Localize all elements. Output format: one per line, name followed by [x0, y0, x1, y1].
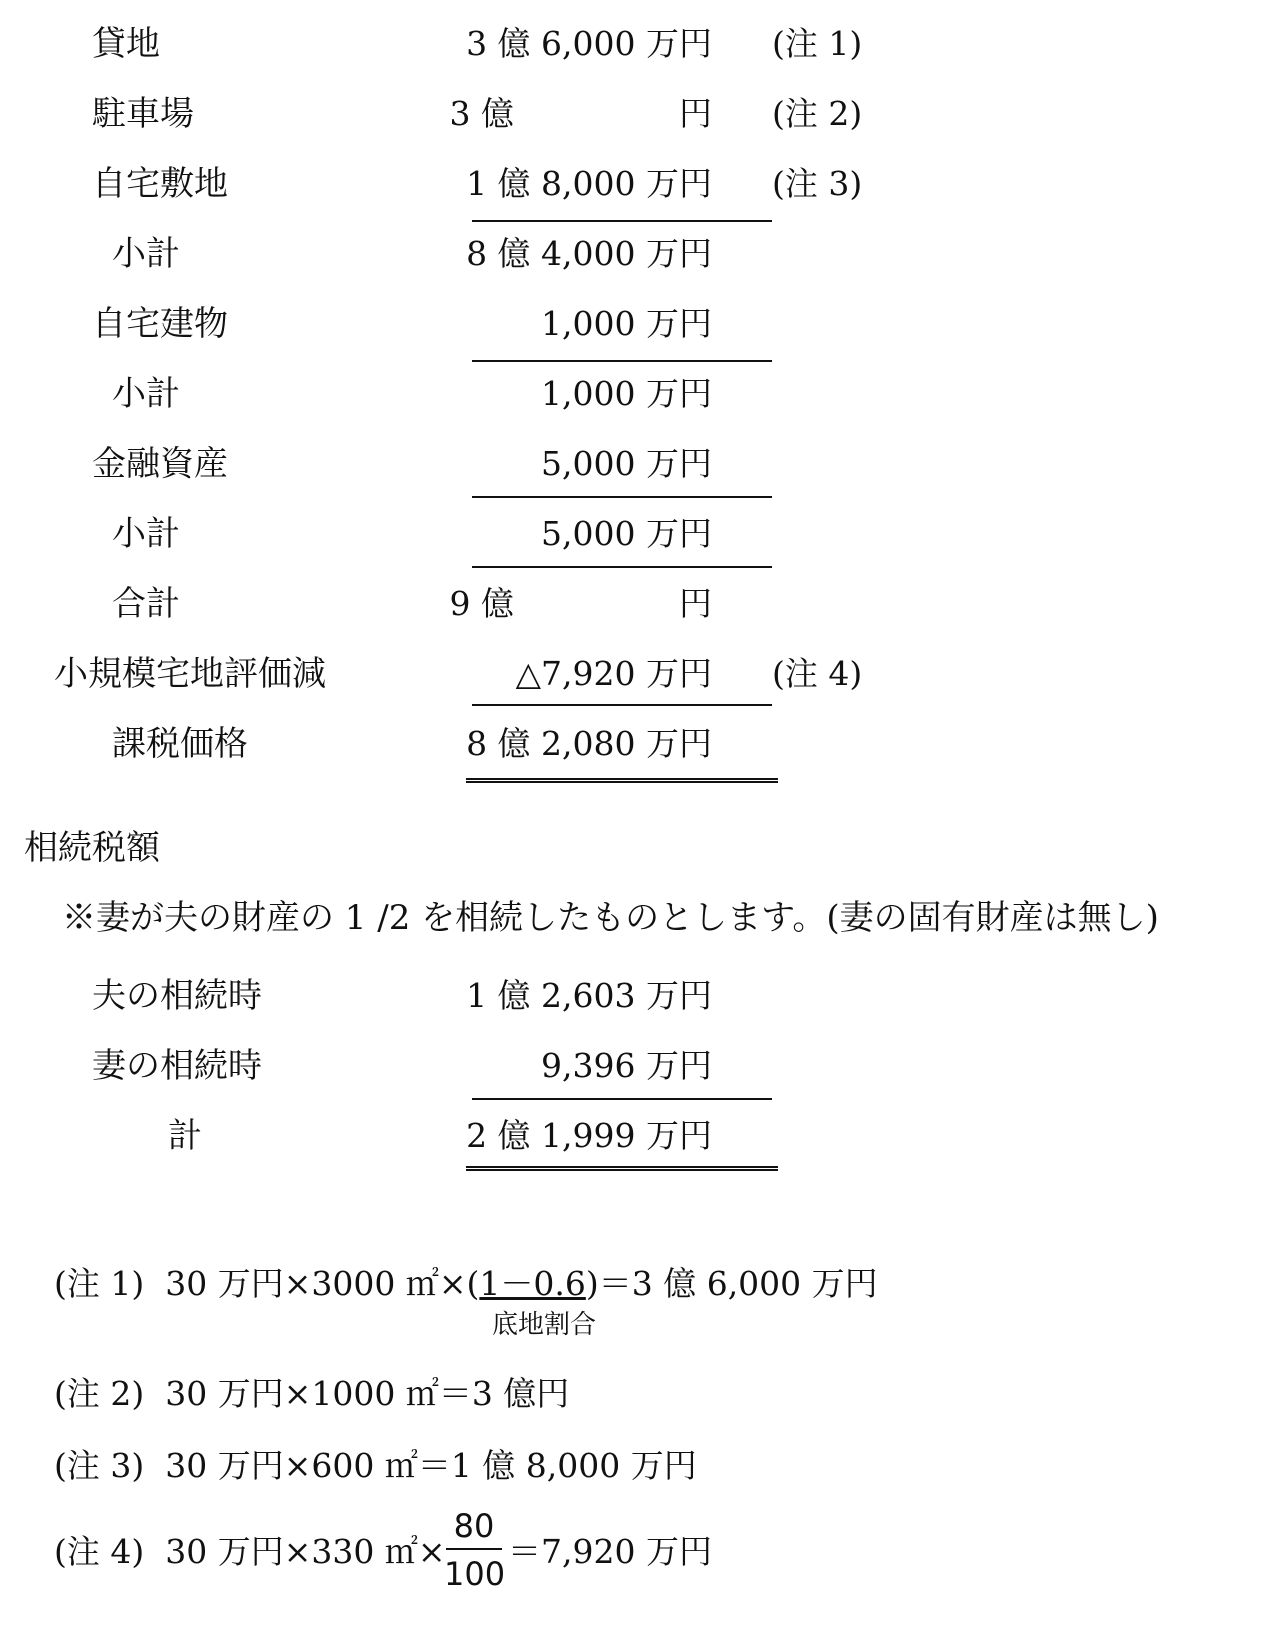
row-label-subtotal-building: 小計 [112, 374, 180, 414]
row-value-total: 9 億 円 [449, 584, 712, 623]
row-note-parking: (注 2) [772, 94, 863, 133]
row-value-taxable-value: 8 億 2,080 万円 [466, 724, 712, 763]
row-label-wife-inheritance: 妻の相続時 [92, 1046, 262, 1086]
double-divider [466, 778, 778, 783]
double-divider [466, 1166, 778, 1171]
row-note-home-site: (注 3) [772, 164, 863, 203]
row-label-total: 合計 [112, 584, 180, 624]
divider [472, 1098, 772, 1100]
divider [472, 360, 772, 362]
footnote-1-sublabel: 底地割合 [492, 1310, 597, 1340]
divider [472, 496, 772, 498]
divider [472, 220, 772, 222]
row-value-subtotal-financial: 5,000 万円 [541, 514, 712, 553]
row-value-financial-assets: 5,000 万円 [541, 444, 712, 483]
row-value-small-land-reduction: △7,920 万円 [515, 654, 712, 693]
row-label-parking: 駐車場 [92, 94, 194, 134]
footnote-tag: (注 1) [54, 1264, 145, 1303]
footnote-underlined-ratio: 1－0.6 [479, 1264, 586, 1303]
row-value-tax-total: 2 億 1,999 万円 [466, 1116, 712, 1155]
row-label-subtotal-financial: 小計 [112, 514, 180, 554]
row-value-lent-land: 3 億 6,000 万円 [466, 24, 712, 63]
footnote-expression: 30 万円×600 ㎡＝1 億 8,000 万円 [165, 1446, 697, 1485]
section-heading-inheritance-tax: 相続税額 [24, 828, 160, 868]
row-value-husband-inheritance: 1 億 2,603 万円 [466, 976, 712, 1015]
row-value-home-building: 1,000 万円 [541, 304, 712, 343]
row-label-subtotal-land: 小計 [112, 234, 180, 274]
footnote-expression-pre: 30 万円×3000 ㎡×( [165, 1264, 480, 1303]
fraction-numerator: 80 [453, 1507, 495, 1545]
footnote-2 [54, 1374, 569, 1414]
row-label-home-site: 自宅敷地 [92, 164, 228, 204]
fraction-bar [446, 1548, 502, 1550]
divider [472, 566, 772, 568]
footnote-tag: (注 4) [54, 1532, 145, 1571]
row-value-wife-inheritance: 9,396 万円 [541, 1046, 712, 1085]
row-value-home-site: 1 億 8,000 万円 [466, 164, 712, 203]
footnote-expression-post: ＝7,920 万円 [508, 1532, 712, 1571]
row-label-small-land-reduction: 小規模宅地評価減 [54, 654, 326, 694]
footnote-tag: (注 3) [54, 1446, 145, 1485]
row-value-subtotal-land: 8 億 4,000 万円 [466, 234, 712, 273]
row-note-small-land-reduction: (注 4) [772, 654, 863, 693]
row-value-subtotal-building: 1,000 万円 [541, 374, 712, 413]
divider [472, 704, 772, 706]
footnote-expression-post: )＝3 億 6,000 万円 [585, 1264, 878, 1303]
row-label-financial-assets: 金融資産 [92, 444, 228, 484]
row-note-lent-land: (注 1) [772, 24, 863, 63]
row-label-taxable-value: 課税価格 [112, 724, 248, 764]
footnote-4 [54, 1532, 445, 1572]
fraction-denominator: 100 [444, 1555, 506, 1593]
footnote-3 [54, 1446, 697, 1486]
row-value-parking: 3 億 円 [449, 94, 712, 133]
footnote-1 [54, 1264, 878, 1304]
row-label-husband-inheritance: 夫の相続時 [92, 976, 262, 1016]
row-label-tax-total: 計 [168, 1116, 202, 1156]
row-label-home-building: 自宅建物 [92, 304, 228, 344]
row-label-lent-land: 貸地 [92, 24, 160, 64]
assumption-note: ※妻が夫の財産の 1 /2 を相続したものとします。(妻の固有財産は無し) [62, 898, 1159, 938]
footnote-expression: 30 万円×1000 ㎡＝3 億円 [165, 1374, 570, 1413]
footnote-expression-pre: 30 万円×330 ㎡× [165, 1532, 446, 1571]
footnote-tag: (注 2) [54, 1374, 145, 1413]
